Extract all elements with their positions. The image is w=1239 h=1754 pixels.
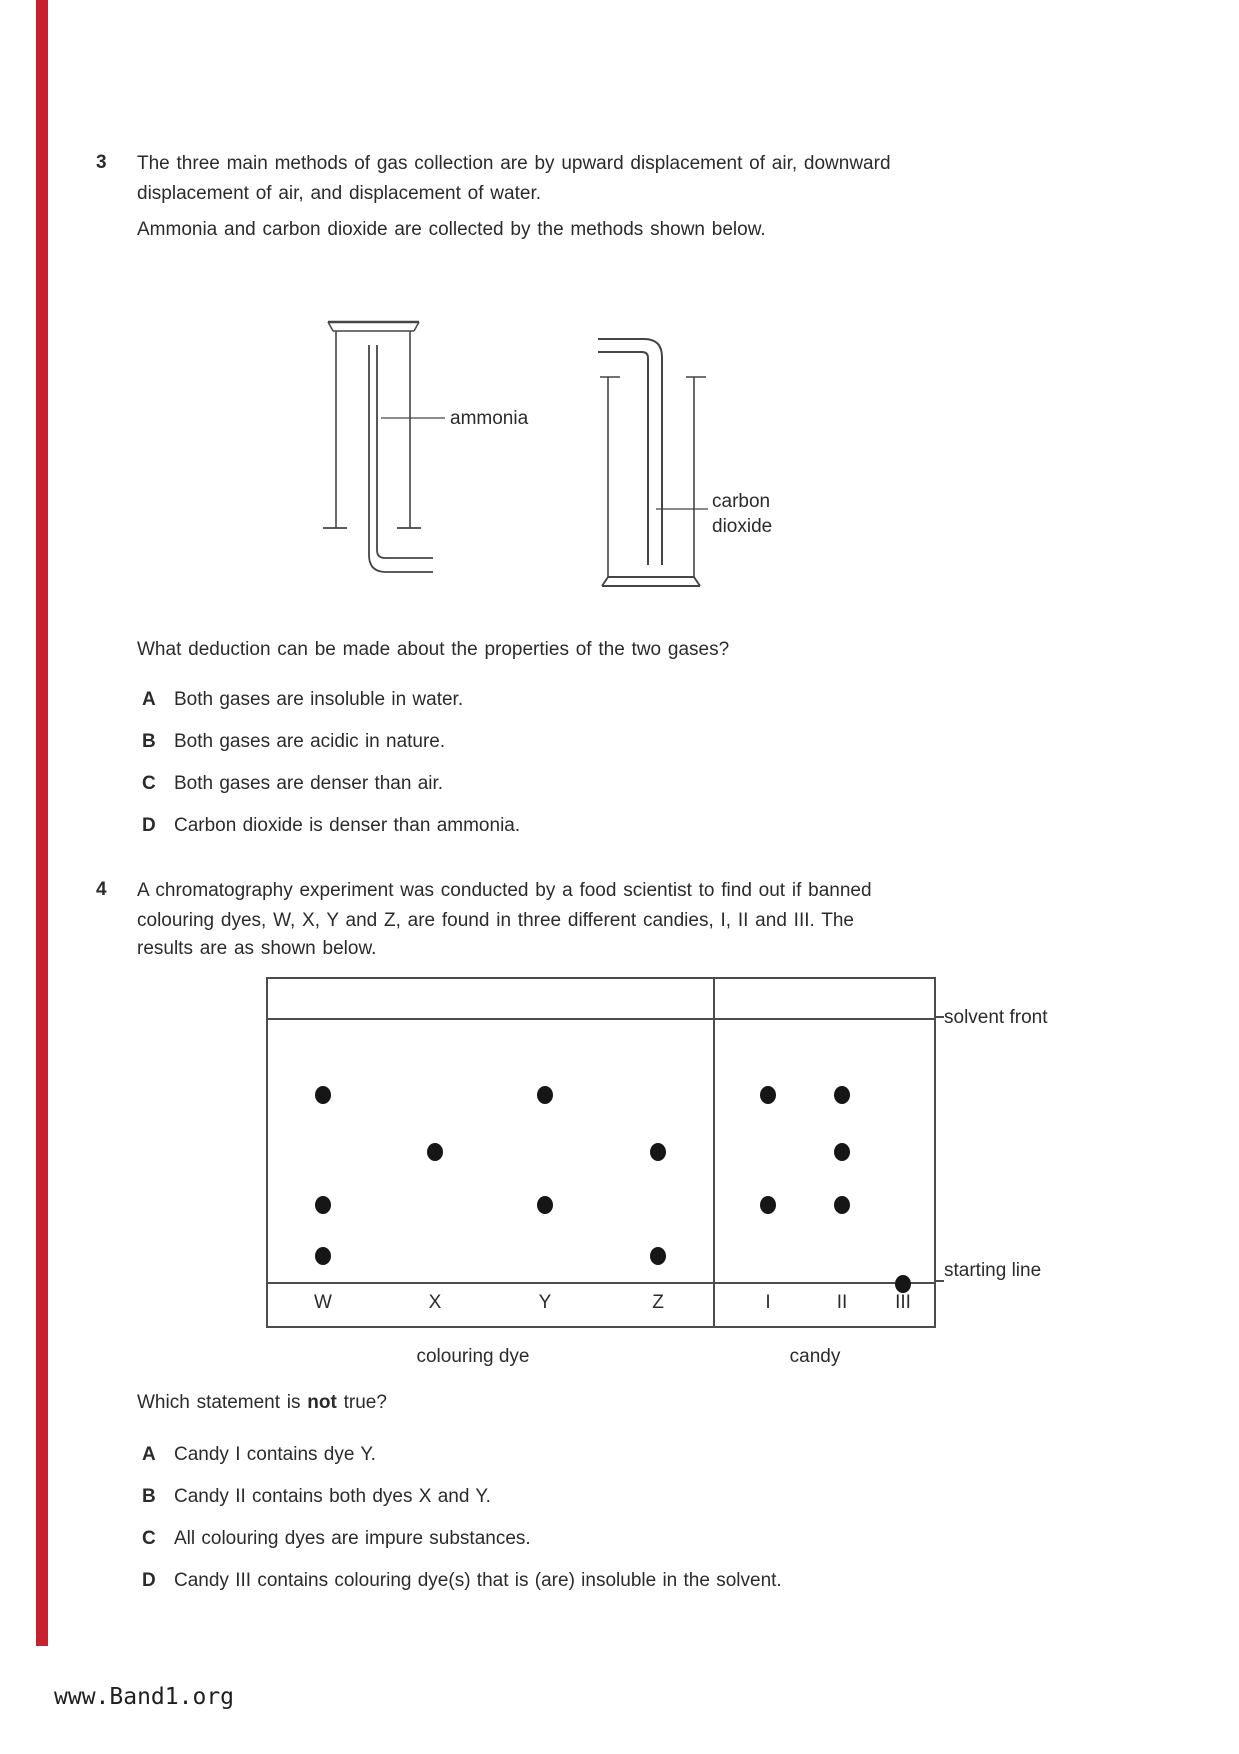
chromatogram — [266, 977, 936, 1328]
chromatogram-spot — [650, 1143, 666, 1161]
q4-option-c-text: All colouring dyes are impure substances. — [174, 1528, 531, 1549]
q4-option-a-letter: A — [142, 1444, 156, 1465]
solvent-front-tick — [936, 1016, 944, 1018]
chromatogram-spot — [537, 1086, 553, 1104]
q3-intro-line1: The three main methods of gas collection are by upward displacement of air, downward — [137, 153, 891, 174]
column-label-y: Y — [538, 1292, 552, 1313]
column-label-iii: III — [895, 1292, 911, 1313]
q3-option-c-text: Both gases are denser than air. — [174, 773, 444, 794]
q3-option-d-letter: D — [142, 815, 156, 836]
q3-option-a — [142, 689, 463, 711]
q4-option-c — [142, 1528, 531, 1550]
ammonia-delivery-tube-outer — [369, 345, 433, 572]
q3-intro2: Ammonia and carbon dioxide are collected by the methods shown below. — [137, 219, 766, 240]
co2-delivery-tube-inner — [598, 352, 648, 565]
q4-intro-line3: results are as shown below. — [137, 938, 377, 959]
chromatogram-spot — [427, 1143, 443, 1161]
co2-jar-walls — [608, 377, 694, 577]
column-label-x: X — [428, 1292, 442, 1313]
chromatogram-spot — [537, 1196, 553, 1214]
q3-number: 3 — [96, 152, 107, 173]
chromatogram-spot — [315, 1196, 331, 1214]
q3-option-d-text: Carbon dioxide is denser than ammonia. — [174, 815, 521, 836]
q4-option-d-letter: D — [142, 1570, 156, 1591]
q4-option-b-letter: B — [142, 1486, 156, 1507]
ammonia-jar-walls — [336, 331, 410, 528]
starting-line — [268, 1282, 934, 1284]
colouring-dye-label: colouring dye — [416, 1346, 530, 1367]
solvent-front-line — [268, 1018, 934, 1020]
q4-number: 4 — [96, 879, 107, 900]
q4-option-a-text: Candy I contains dye Y. — [174, 1444, 376, 1465]
q4-question-bold: not — [307, 1392, 337, 1413]
ammonia-jar-lid — [328, 322, 419, 331]
q3-option-a-text: Both gases are insoluble in water. — [174, 689, 464, 710]
ammonia-delivery-tube-inner — [377, 345, 433, 558]
chromatogram-spot — [895, 1275, 911, 1293]
chromatogram-spot — [834, 1196, 850, 1214]
q3-option-c — [142, 773, 443, 795]
chromatogram-spot — [834, 1086, 850, 1104]
q4-option-b-text: Candy II contains both dyes X and Y. — [174, 1486, 491, 1507]
chromatogram-spot — [650, 1247, 666, 1265]
chromatogram-spot — [315, 1086, 331, 1104]
section-divider-line — [713, 979, 715, 1326]
q3-question: What deduction can be made about the properties of the two gases? — [137, 639, 730, 660]
ammonia-label: ammonia — [450, 408, 529, 429]
solvent-front-label: solvent front — [944, 1007, 1048, 1028]
gas-collection-diagram — [290, 315, 810, 605]
chromatogram-spot — [760, 1196, 776, 1214]
q4-intro-line2: colouring dyes, W, X, Y and Z, are found in three different candies, I, II and III. The — [137, 910, 854, 931]
q3-option-b — [142, 731, 445, 753]
q4-option-d-text: Candy III contains colouring dye(s) that is (are) insoluble in the solvent. — [174, 1570, 782, 1591]
q4-question-suffix: true? — [336, 1392, 387, 1413]
left-margin-bar — [36, 0, 48, 1646]
q4-question-prefix: Which statement is — [137, 1392, 308, 1413]
q3-option-b-text: Both gases are acidic in nature. — [174, 731, 446, 752]
co2-jar-base — [602, 577, 700, 586]
starting-line-tick — [936, 1280, 944, 1282]
q4-option-b — [142, 1486, 491, 1508]
q4-option-a — [142, 1444, 376, 1466]
q3-intro-line2: displacement of air, and displacement of water. — [137, 183, 542, 204]
footer-url: www.Band1.org — [54, 1684, 235, 1710]
q4-option-d — [142, 1570, 782, 1592]
column-label-ii: II — [836, 1292, 848, 1313]
q3-option-c-letter: C — [142, 773, 156, 794]
chromatogram-spot — [315, 1247, 331, 1265]
q4-option-c-letter: C — [142, 1528, 156, 1549]
q4-intro-line1: A chromatography experiment was conducted by a food scientist to find out if banned — [137, 880, 872, 901]
candy-label: candy — [789, 1346, 841, 1367]
q4-question — [137, 1391, 387, 1414]
column-label-z: Z — [652, 1292, 664, 1313]
q3-option-b-letter: B — [142, 731, 156, 752]
carbon-dioxide-label: carbon dioxide — [712, 491, 773, 537]
chromatogram-spot — [760, 1086, 776, 1104]
column-label-w: W — [314, 1292, 332, 1313]
q3-option-d — [142, 815, 520, 837]
starting-line-label: starting line — [944, 1260, 1042, 1281]
chromatogram-spot — [834, 1143, 850, 1161]
column-label-i: I — [765, 1292, 771, 1313]
q3-option-a-letter: A — [142, 689, 156, 710]
